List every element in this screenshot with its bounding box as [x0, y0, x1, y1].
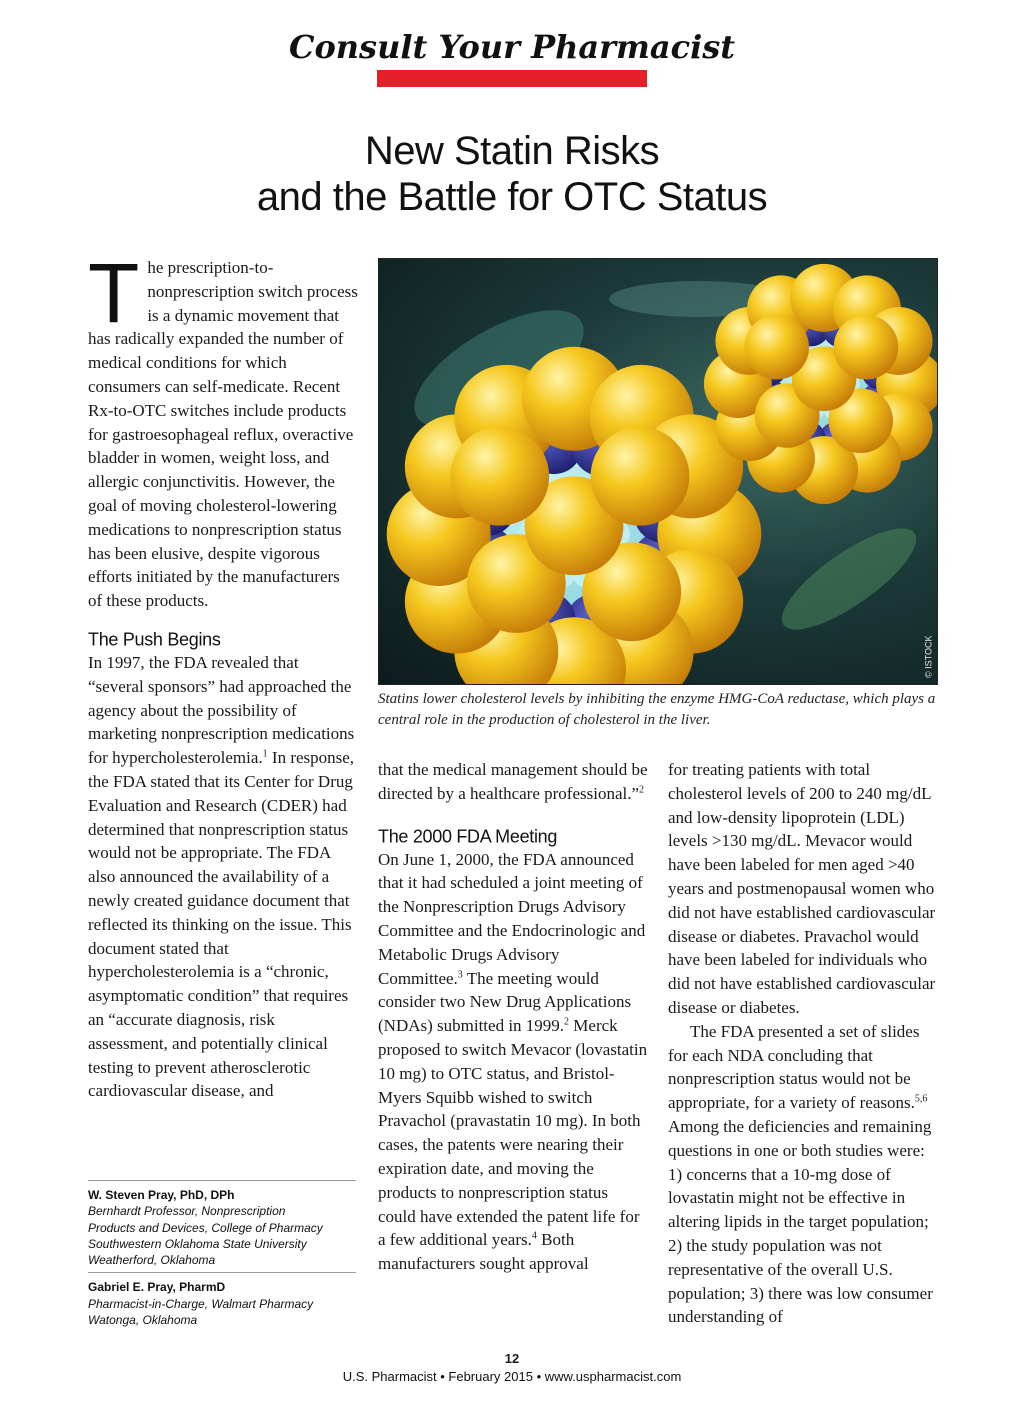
molecule-artwork — [379, 259, 937, 684]
paragraph-text: Merck proposed to switch Mevacor (lovastatin 10 mg) to OTC status, and Bristol-Myers Squibb wished to switch Pravachol (pravastatin 10 mg). In both cases, the patents were nearing their expiration date, and moving the products to nonprescription status could have extended the patent life for a few additional years. — [378, 1016, 648, 1250]
author-location: Weatherford, Oklahoma — [88, 1253, 216, 1268]
drop-cap: T — [88, 246, 140, 340]
intro-paragraph — [88, 246, 358, 613]
fda-slides-paragraph — [668, 1020, 938, 1329]
figure-caption: Statins lower cholesterol levels by inhibiting the enzyme HMG-CoA reductase, which plays a central role in the production of cholesterol in the liver. — [378, 691, 936, 728]
particle-yellow-sphere — [744, 315, 809, 380]
fda-meeting-paragraph — [378, 848, 648, 1276]
article-title-line2: and the Battle for OTC Status — [256, 175, 768, 219]
author-name: W. Steven Pray, PhD, DPh — [88, 1188, 235, 1202]
author-affiliation: Bernhardt Professor, Nonprescription — [88, 1204, 286, 1219]
continued-paragraph — [378, 758, 648, 806]
author-1 — [88, 1180, 356, 1268]
author-location: Watonga, Oklahoma — [88, 1313, 198, 1328]
citation: 2 — [564, 1016, 570, 1028]
paragraph-text: In 1997, the FDA revealed that “several sponsors” had approached the agency about the possibility of marketing nonprescription medications for hypercholesterolemia. — [88, 652, 355, 768]
column-1 — [88, 246, 358, 1103]
author-affiliation: Products and Devices, College of Pharmacy — [88, 1220, 323, 1235]
subhead-fda-meeting: The 2000 FDA Meeting — [378, 825, 558, 847]
article-title — [0, 128, 1024, 220]
citation: 2 — [639, 784, 645, 796]
photo-credit: © ISTOCK — [923, 635, 933, 678]
continued-paragraph: for treating patients with total cholesterol levels of 200 to 240 mg/dL and low-density lipoprotein (LDL) levels >130 mg/dL. Mevacor would have been labeled for men aged >40 years and postmenopausal women who did not have established cardiovascular disease or diabetes. Pravachol would have been labeled for individuals who did not have established cardiovascular disease or diabetes. — [668, 760, 936, 1017]
subhead-push-begins: The Push Begins — [88, 628, 221, 650]
paragraph-text: The meeting would consider two New Drug Applications (NDAs) submitted in 1999. — [378, 968, 632, 1036]
citation: 3 — [457, 968, 463, 980]
citation: 1 — [262, 748, 268, 760]
statin-illustration — [378, 258, 938, 685]
paragraph-text: On June 1, 2000, the FDA announced that it had scheduled a joint meeting of the Nonprescription Drugs Advisory Committee and the Endocrinologic and Metabolic Drugs Advisory Committee. — [378, 849, 646, 988]
paragraph-text: Both manufacturers sought approval — [378, 1230, 589, 1274]
header-accent-bar — [377, 70, 647, 87]
particle-yellow-sphere — [450, 427, 549, 526]
paragraph-text: that the medical management should be directed by a healthcare professional.” — [378, 760, 648, 803]
paragraph-text: The FDA presented a set of slides for each NDA concluding that nonprescription status would not be appropriate, for a variety of reasons. — [668, 1021, 920, 1113]
page-number: 12 — [504, 1351, 520, 1366]
citation: 5,6 — [914, 1093, 928, 1105]
intro-text: he prescription-to-nonprescription switch process is a dynamic movement that has radically expanded the number of medical conditions for which consumers can self-medicate. Recent Rx-to-OTC switches include products for gastroesophageal reflux, overactive bladder in women, weight loss, and allergic conjunctivitis. However, the goal of moving cholesterol-lowering medications to nonprescription status has been elusive, despite vigorous efforts initiated by the manufacturers of these products. — [88, 258, 358, 611]
section-title: Consult Your Pharmacist — [288, 28, 736, 66]
author-affiliation: Southwestern Oklahoma State University — [88, 1236, 307, 1251]
author-name: Gabriel E. Pray, PharmD — [88, 1280, 226, 1295]
particle-yellow-sphere — [591, 427, 690, 526]
column-2 — [378, 758, 648, 1276]
author-bios — [88, 1180, 356, 1328]
author-2 — [88, 1272, 356, 1328]
citation: 4 — [531, 1230, 537, 1242]
article-title-line1: New Statin Risks — [364, 129, 660, 173]
paragraph-text: In response, the FDA stated that its Center for Drug Evaluation and Research (CDER) had determined that nonprescription status would not be appropriate. The FDA also announced the availability of a newly created guidance document that reflected its thinking on the issue. This document stated that hypercholesterolemia is a “chronic, asymptomatic condition” that requires an “accurate diagnosis, risk assessment, and potentially clinical testing to prevent atherosclerotic cardiovascular disease, and — [88, 748, 355, 1101]
author-affiliation: Pharmacist-in-Charge, Walmart Pharmacy — [88, 1296, 314, 1311]
push-begins-paragraph — [88, 651, 358, 1103]
column-3 — [668, 758, 938, 1329]
particle-yellow-sphere — [834, 315, 899, 380]
paragraph-text: Among the deficiencies and remaining questions in one or both studies were: 1) concerns that a 10-mg dose of lovastatin might not be effective in altering lipids in the target population; 2) the study population was not representative of the overall U.S. population; 3) there was low consumer understanding of — [668, 1116, 933, 1327]
footer-publication-line: U.S. Pharmacist • February 2015 • www.uspharmacist.com — [342, 1369, 682, 1384]
